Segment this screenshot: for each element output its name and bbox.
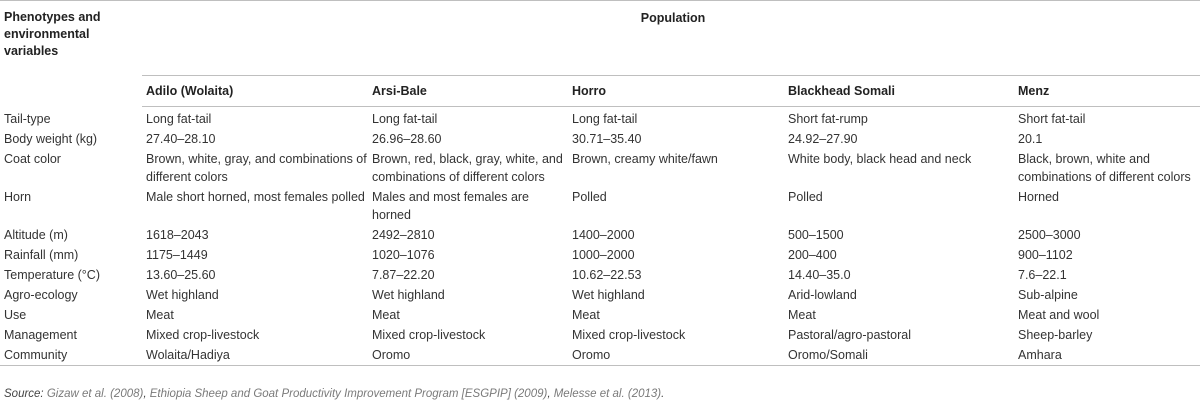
table-cell: 1400–2000 [572, 228, 635, 242]
table-cell: Wet highland [572, 288, 645, 302]
table-row [0, 284, 1200, 304]
row-label: Management [4, 328, 77, 342]
table-cell: Meat and wool [1018, 308, 1100, 322]
source-ref-gizaw[interactable]: Gizaw et al. (2008) [46, 388, 144, 400]
table-cell: 26.96–28.60 [372, 132, 442, 146]
table-cell: Sub-alpine [1018, 288, 1078, 302]
population-header-row [0, 76, 1200, 107]
table-cell: Long fat-tail [372, 112, 438, 126]
row-label: Horn [4, 190, 32, 204]
table-cell: 1020–1076 [372, 248, 435, 262]
table-cell: Mixed crop-livestock [146, 328, 260, 342]
source-suffix: . [661, 388, 665, 400]
table-row [0, 107, 1200, 129]
population-header: Adilo (Wolaita) [142, 76, 368, 107]
population-header: Horro [568, 76, 784, 107]
table-header [0, 1, 1200, 107]
population-group-header: Population [142, 1, 1200, 76]
table-cell: 500–1500 [788, 228, 844, 242]
population-header: Arsi-Bale [368, 76, 568, 107]
table-cell: 1175–1449 [146, 248, 208, 262]
table-cell: Males and most females are horned [372, 190, 530, 222]
table-cell: 1000–2000 [572, 248, 635, 262]
table-cell: Mixed crop-livestock [372, 328, 486, 342]
table-cell: Wet highland [372, 288, 445, 302]
table-cell: 13.60–25.60 [146, 268, 216, 282]
table-cell: Long fat-tail [146, 112, 212, 126]
row-label: Coat color [4, 152, 61, 166]
table-row [0, 224, 1200, 244]
table-cell: 2500–3000 [1018, 228, 1081, 242]
source-ref-melesse[interactable]: Melesse et al. (2013) [553, 388, 662, 400]
table-cell: Meat [572, 308, 600, 322]
row-label: Community [0, 344, 142, 366]
table-cell: Brown, red, black, gray, white, and combinations of different colors [372, 152, 563, 184]
table-cell: 10.62–22.53 [572, 268, 642, 282]
table-row [0, 244, 1200, 264]
table-cell: Brown, creamy white/fawn [572, 152, 718, 166]
source-ref-esgpip[interactable]: Ethiopia Sheep and Goat Productivity Improvement Program [ESGPIP] (2009) [149, 388, 548, 400]
population-header: Menz [1014, 76, 1200, 107]
table-cell: 14.40–35.0 [788, 268, 851, 282]
table-cell: Amhara [1014, 344, 1200, 366]
table-cell: 900–1102 [1018, 248, 1073, 262]
row-label: Agro-ecology [4, 288, 78, 302]
table-cell: 27.40–28.10 [146, 132, 216, 146]
table-cell: Oromo/Somali [784, 344, 1014, 366]
table-cell: Oromo [568, 344, 784, 366]
table-row [0, 264, 1200, 284]
table-row [0, 344, 1200, 366]
table-cell: 24.92–27.90 [788, 132, 858, 146]
row-label: Use [4, 308, 27, 322]
table-cell: Mixed crop-livestock [572, 328, 686, 342]
table-row [0, 186, 1200, 224]
table-row [0, 128, 1200, 148]
table-cell: Wet highland [146, 288, 219, 302]
row-label: Rainfall (mm) [4, 248, 79, 262]
row-label: Body weight (kg) [4, 132, 98, 146]
row-label: Altitude (m) [4, 228, 68, 242]
table-cell: Black, brown, white and combinations of different colors [1018, 152, 1191, 184]
row-label: Tail-type [4, 111, 51, 126]
table-cell: Oromo [368, 344, 568, 366]
table-cell: Polled [572, 190, 607, 204]
table-cell: 1618–2043 [146, 228, 209, 242]
source-prefix: Source: [4, 388, 47, 400]
table-cell: 2492–2810 [372, 228, 435, 242]
corner-header: Phenotypes and environmental variables [0, 1, 142, 107]
table-cell: Pastoral/agro-pastoral [788, 328, 911, 342]
table-cell: 20.1 [1018, 132, 1043, 146]
row-label: Temperature (°C) [4, 268, 100, 282]
table-cell: Polled [788, 190, 823, 204]
table-cell: Male short horned, most females polled [146, 190, 365, 204]
table-cell: 7.6–22.1 [1018, 268, 1067, 282]
table-row [0, 148, 1200, 186]
table-cell: Arid-lowland [788, 288, 857, 302]
source-note [4, 388, 664, 400]
table-row [0, 324, 1200, 344]
source-separator: , [143, 388, 150, 400]
table-cell: White body, black head and neck [788, 152, 972, 166]
source-separator: , [547, 388, 554, 400]
table-cell: Brown, white, gray, and combinations of different colors [146, 152, 367, 184]
table-body [0, 107, 1200, 366]
table-cell: Meat [146, 308, 174, 322]
population-header: Blackhead Somali [784, 76, 1014, 107]
table-cell: 200–400 [788, 248, 837, 262]
table-cell: Wolaita/Hadiya [142, 344, 368, 366]
table-cell: Short fat-rump [788, 112, 868, 126]
table-row [0, 304, 1200, 324]
table-cell: Sheep-barley [1018, 328, 1093, 342]
table-cell: 7.87–22.20 [372, 268, 435, 282]
table-cell: Meat [788, 308, 816, 322]
table-cell: 30.71–35.40 [572, 132, 642, 146]
table-cell: Short fat-tail [1018, 112, 1086, 126]
table-cell: Meat [372, 308, 400, 322]
table-cell: Long fat-tail [572, 112, 638, 126]
table-cell: Horned [1018, 190, 1059, 204]
